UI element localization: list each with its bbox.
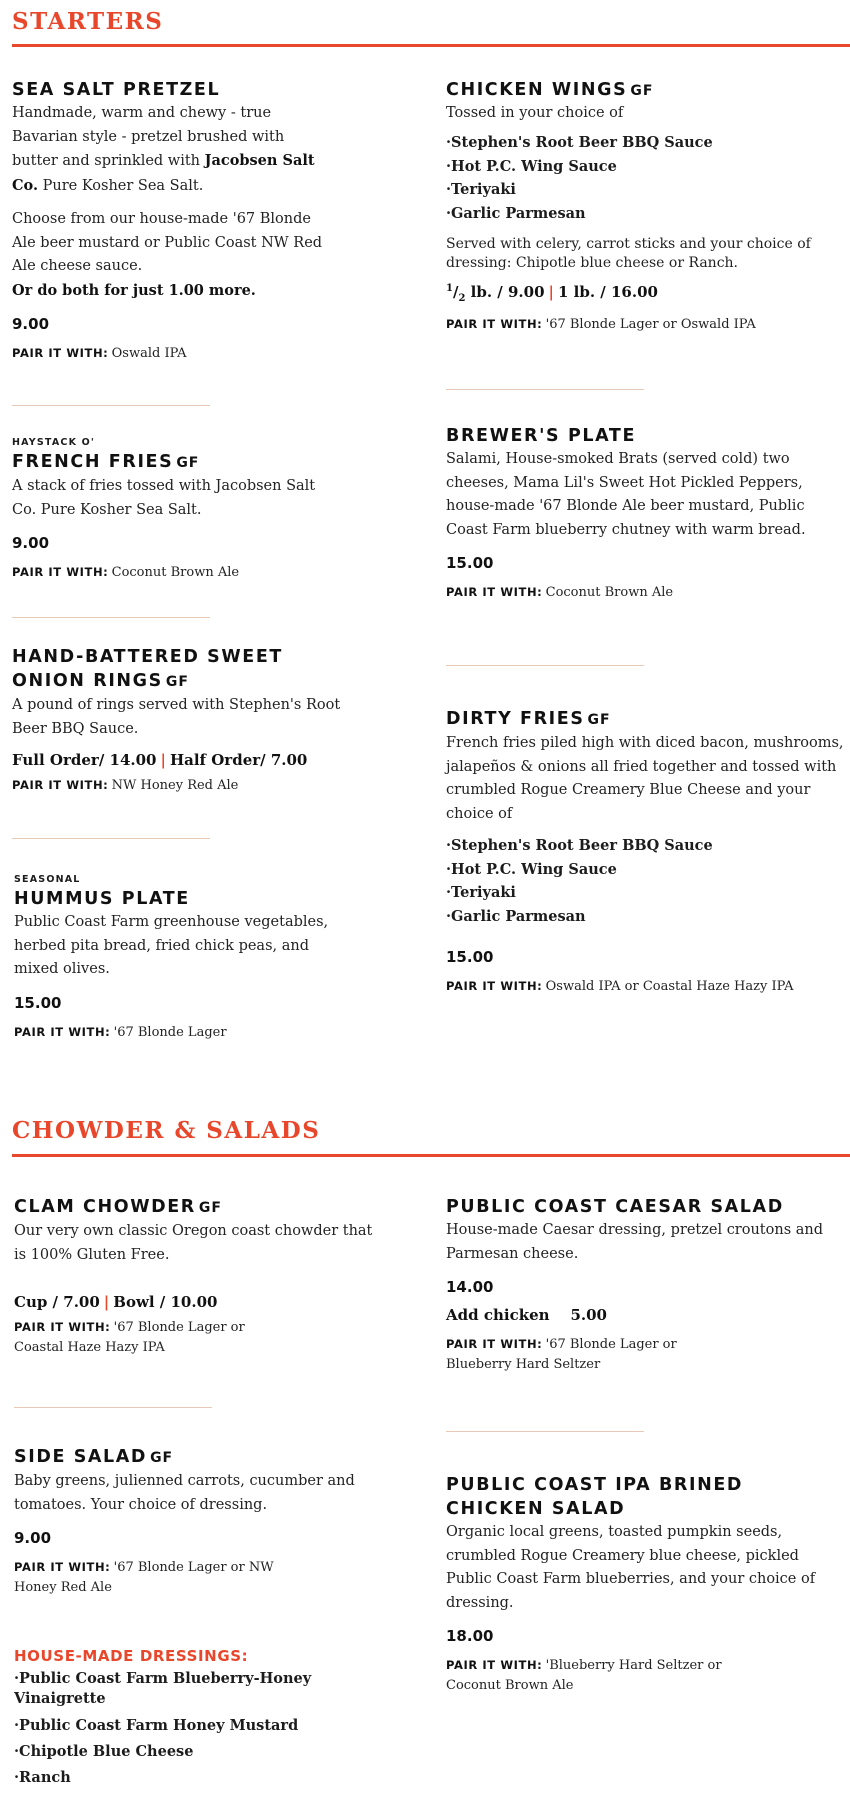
item-price: 15.00 [14,993,62,1012]
house-dressings [14,1647,374,1791]
item-price: 9.00 [12,534,50,552]
item-divider [14,1407,212,1408]
menu-item-side-salad [14,1445,384,1597]
dressing-option: ·Public Coast Farm Honey Mustard [14,1717,299,1734]
pairing: PAIR IT WITH: Coconut Brown Ale [12,565,240,580]
section-title-chowder-salads: CHOWDER & SALADS [12,1117,321,1144]
option: ·Stephen's Root Beer BBQ Sauce [446,837,713,854]
item-description: French fries piled high with diced bacon, mushrooms, jalapeños & onions all fried together and tossed with crumbled Rogue Creamery Blue Cheese and your choice of [446,735,844,822]
gluten-free-tag: GF [165,674,189,690]
pairing: PAIR IT WITH: Coconut Brown Ale [446,585,674,600]
item-prefix: SEASONAL [14,874,81,885]
item-name: SEA SALT PRETZEL [12,80,221,100]
item-description: Our very own classic Oregon coast chowder that is 100% Gluten Free. [14,1223,373,1263]
option: ·Teriyaki [446,181,516,198]
sauce-options [446,834,846,928]
item-divider [446,389,644,390]
item-divider [446,665,644,666]
pairing: PAIR IT WITH: NW Honey Red Ale [12,778,239,793]
item-name: DIRTY FRIES GF [446,709,611,729]
option: ·Hot P.C. Wing Sauce [446,860,617,878]
item-price: Cup / 7.00 | Bowl / 10.00 [14,1293,218,1311]
pairing: PAIR IT WITH: '67 Blonde Lager or Blueberry Hard Seltzer [446,1337,677,1372]
dressings-title: HOUSE-MADE DRESSINGS: [14,1647,249,1665]
item-name: CLAM CHOWDER GF [14,1197,222,1217]
pairing: PAIR IT WITH: 'Blueberry Hard Seltzer or Coconut Brown Ale [446,1658,722,1693]
gluten-free-tag: GF [587,712,611,728]
pairing: PAIR IT WITH: '67 Blonde Lager or Coastal Haze Hazy IPA [14,1320,245,1355]
item-description: Baby greens, julienned carrots, cucumber and tomatoes. Your choice of dressing. [14,1473,355,1513]
item-description: A pound of rings served with Stephen's Root Beer BBQ Sauce. [12,697,341,737]
item-description-options: Choose from our house-made '67 Blonde Ale beer mustard or Public Coast NW Red Ale cheese sauce. Or do both for just 1.00 more. [12,211,323,299]
menu-item-french-fries [12,437,332,582]
item-price: 9.00 [14,1529,52,1547]
item-name: CHICKEN WINGS GF [446,80,654,100]
item-name: PUBLIC COAST IPA BRINED CHICKEN SALAD [446,1475,744,1519]
item-name: SIDE SALAD GF [14,1447,174,1467]
option: ·Hot P.C. Wing Sauce [446,157,617,175]
section-rule [12,44,850,47]
section-title-starters: STARTERS [12,8,164,35]
pairing: PAIR IT WITH: '67 Blonde Lager [14,1024,227,1040]
item-description: Organic local greens, toasted pumpkin seeds, crumbled Rogue Creamery blue cheese, pickled Public Coast Farm blueberries, and your choice of dressing. [446,1524,816,1611]
dressing-option: ·Ranch [14,1769,71,1786]
item-divider [12,617,210,618]
option: ·Teriyaki [446,884,516,901]
item-name: HAND-BATTERED SWEET ONION RINGS GF [12,647,283,691]
item-prefix: HAYSTACK O' [12,437,96,448]
dressing-option: ·Public Coast Farm Blueberry-Honey Vinaigrette [14,1670,312,1707]
item-price: 14.00 [446,1278,494,1296]
menu-item-ipa-chicken-salad [446,1473,846,1695]
pairing: PAIR IT WITH: Oswald IPA [12,346,187,361]
menu-item-clam-chowder [14,1195,384,1357]
gluten-free-tag: GF [150,1450,174,1466]
item-name: PUBLIC COAST CAESAR SALAD [446,1197,784,1217]
menu-item-sea-salt-pretzel [12,78,332,363]
menu-item-chicken-wings [446,78,846,334]
option: ·Stephen's Root Beer BBQ Sauce [446,134,713,151]
menu-item-caesar-salad [446,1195,846,1374]
item-description: Handmade, warm and chewy - true Bavarian style - pretzel brushed with butter and sprinkled with Jacobsen Salt Co. Pure Kosher Sea Salt. [12,105,315,194]
menu-item-dirty-fries [446,707,846,996]
item-description: Public Coast Farm greenhouse vegetables, herbed pita bread, fried chick peas, and mixed olives. [14,914,329,977]
pairing: PAIR IT WITH: Oswald IPA or Coastal Haze Hazy IPA [446,979,794,994]
item-price: 15.00 [446,948,494,966]
item-divider [12,405,210,406]
option: ·Garlic Parmesan [446,907,586,925]
item-price: 9.00 [12,315,50,333]
item-name: HUMMUS PLATE [14,889,190,909]
option: ·Garlic Parmesan [446,204,586,222]
gluten-free-tag: GF [630,83,654,99]
item-price: 18.00 [446,1627,494,1645]
dressing-option: ·Chipotle Blue Cheese [14,1743,194,1760]
sauce-options [446,131,846,225]
item-price: $^1/_2$ lb. / 9.00 | 1 lb. / 16.00 [446,283,658,304]
item-name: BREWER'S PLATE [446,426,637,446]
menu-item-hummus-plate [14,874,334,1042]
menu-item-brewers-plate [446,424,846,602]
item-price: 15.00 [446,554,494,572]
pairing: PAIR IT WITH: '67 Blonde Lager or Oswald IPA [446,317,756,332]
item-name: FRENCH FRIES GF [12,452,200,472]
section-rule [12,1154,850,1157]
item-price: Full Order/ 14.00 | Half Order/ 7.00 [12,751,308,769]
item-divider [446,1431,644,1432]
pairing: PAIR IT WITH: '67 Blonde Lager or NW Honey Red Ale [14,1560,274,1595]
item-description-serving: Served with celery, carrot sticks and your choice of dressing: Chipotle blue cheese or Ranch. [446,236,811,271]
item-description: Tossed in your choice of [446,105,624,121]
gluten-free-tag: GF [176,455,200,471]
item-description: Salami, House-smoked Brats (served cold) two cheeses, Mama Lil's Sweet Hot Pickled Peppers, house-made '67 Blonde Ale beer mustard, Public Coast Farm blueberry chutney with warm bread. [446,451,806,538]
item-description: House-made Caesar dressing, pretzel croutons and Parmesan cheese. [446,1222,824,1262]
gluten-free-tag: GF [198,1200,222,1216]
menu-item-onion-rings [12,645,342,795]
item-divider [12,838,210,839]
add-on-price: Add chicken 5.00 [446,1306,607,1324]
item-description: A stack of fries tossed with Jacobsen Salt Co. Pure Kosher Sea Salt. [12,478,316,518]
dressings-list [14,1669,374,1791]
